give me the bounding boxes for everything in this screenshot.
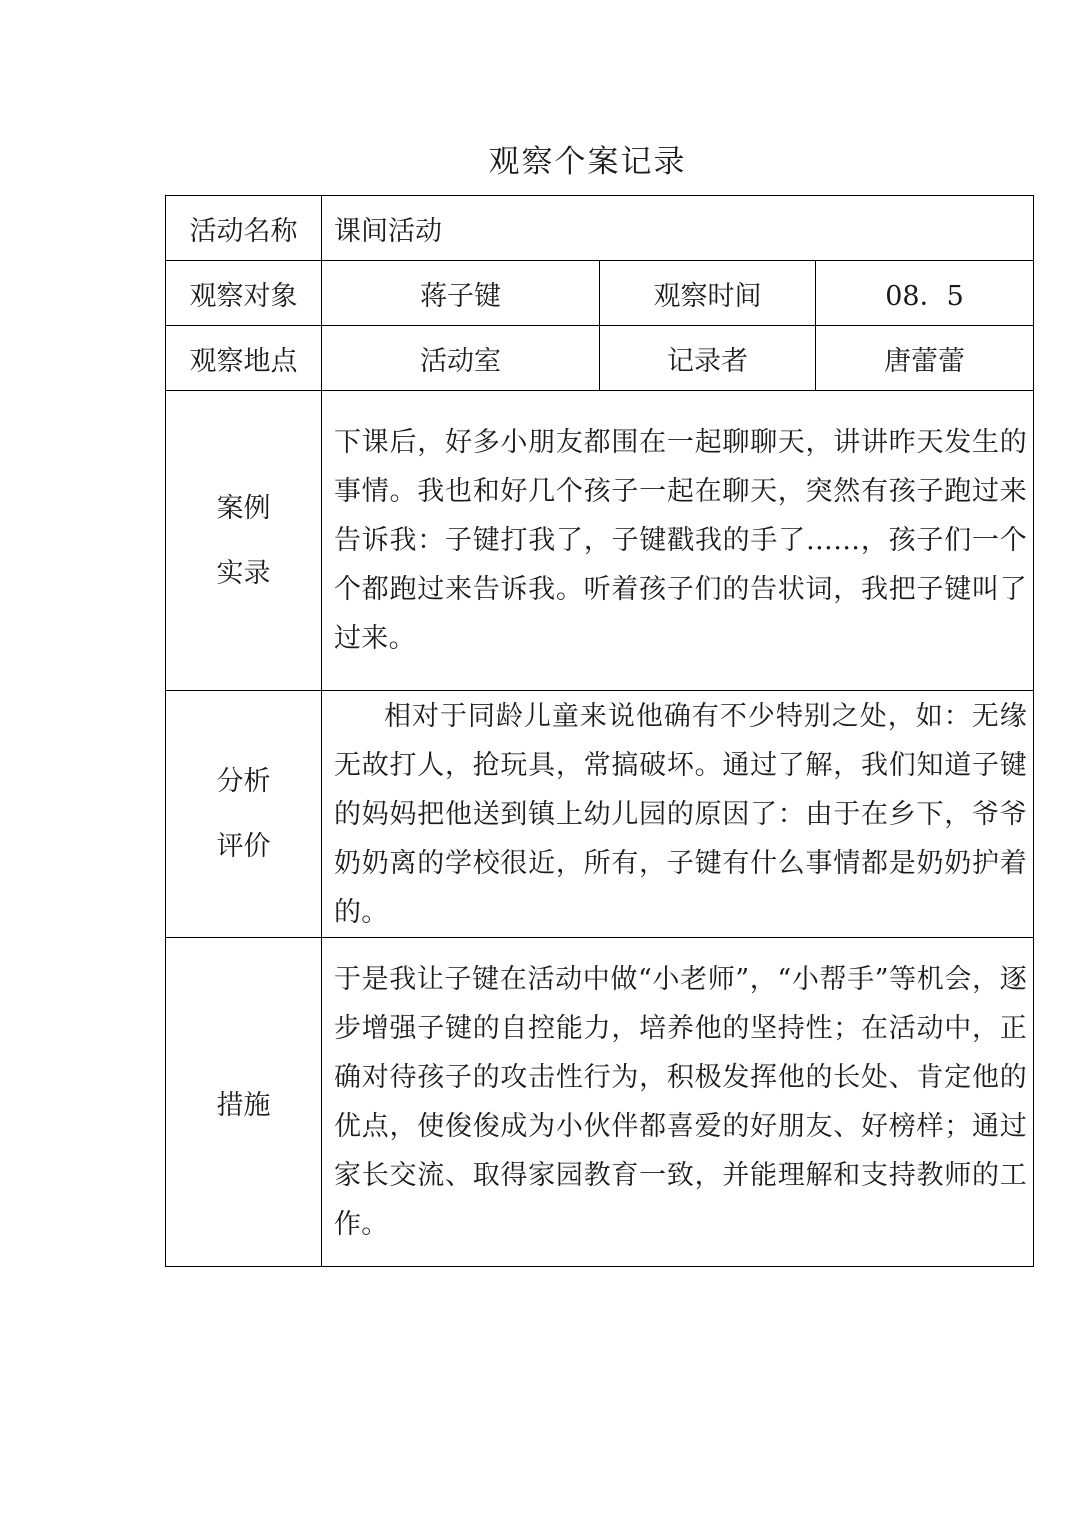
recorder-value: 唐蕾蕾 [816, 326, 1034, 391]
time-value: 08．5 [816, 261, 1034, 326]
analysis-label-line1: 分析 [216, 766, 271, 797]
activity-name-label: 活动名称 [166, 196, 322, 261]
analysis-label-line2: 评价 [216, 831, 271, 862]
observation-record-table [165, 195, 1034, 1267]
case-record-row [166, 391, 1034, 691]
case-record-text-cell [322, 391, 1034, 691]
case-record-label-line2: 实录 [216, 557, 271, 589]
measures-label: 措施 [166, 938, 322, 1267]
time-label: 观察时间 [600, 261, 816, 326]
subject-row [166, 261, 1034, 326]
recorder-label: 记录者 [600, 326, 816, 391]
analysis-text-cell [322, 691, 1034, 938]
case-record-label-line1: 案例 [216, 492, 271, 524]
measures-row [166, 938, 1034, 1267]
subject-value: 蒋子键 [322, 261, 600, 326]
analysis-row [166, 691, 1034, 938]
case-record-text: 下课后，好多小朋友都围在一起聊聊天，讲讲昨天发生的事情。我也和好几个孩子一起在聊天，突然有孩子跑过来告诉我：子键打我了，子键戳我的手了……，孩子们一个个都跑过来告诉我。听着孩子们的告状词，我把子键叫了过来。 [334, 427, 1028, 654]
analysis-text: 相对于同龄儿童来说他确有不少特别之处，如：无缘无故打人，抢玩具，常搞破坏。通过了解，我们知道子键的妈妈把他送到镇上幼儿园的原因了：由于在乡下，爷爷奶奶离的学校很近，所有，子键有什么事情都是奶奶护着的。 [334, 700, 1028, 928]
measures-text: 于是我让子键在活动中做“小老师”，“小帮手”等机会，逐步增强子键的自控能力，培养他的坚持性；在活动中，正确对待孩子的攻击性行为，积极发挥他的长处、肯定他的优点，使俊俊成为小伙伴都喜爱的好朋友、好榜样；通过家长交流、取得家园教育一致，并能理解和支持教师的工作。 [334, 964, 1028, 1240]
page-title: 观察个案记录 [488, 144, 687, 180]
subject-label: 观察对象 [166, 261, 322, 326]
place-value: 活动室 [322, 326, 600, 391]
measures-text-cell [322, 938, 1034, 1267]
activity-name-value: 课间活动 [322, 196, 1034, 261]
place-row [166, 326, 1034, 391]
analysis-label [166, 691, 322, 938]
place-label: 观察地点 [166, 326, 322, 391]
activity-row [166, 196, 1034, 261]
case-record-label [166, 391, 322, 691]
